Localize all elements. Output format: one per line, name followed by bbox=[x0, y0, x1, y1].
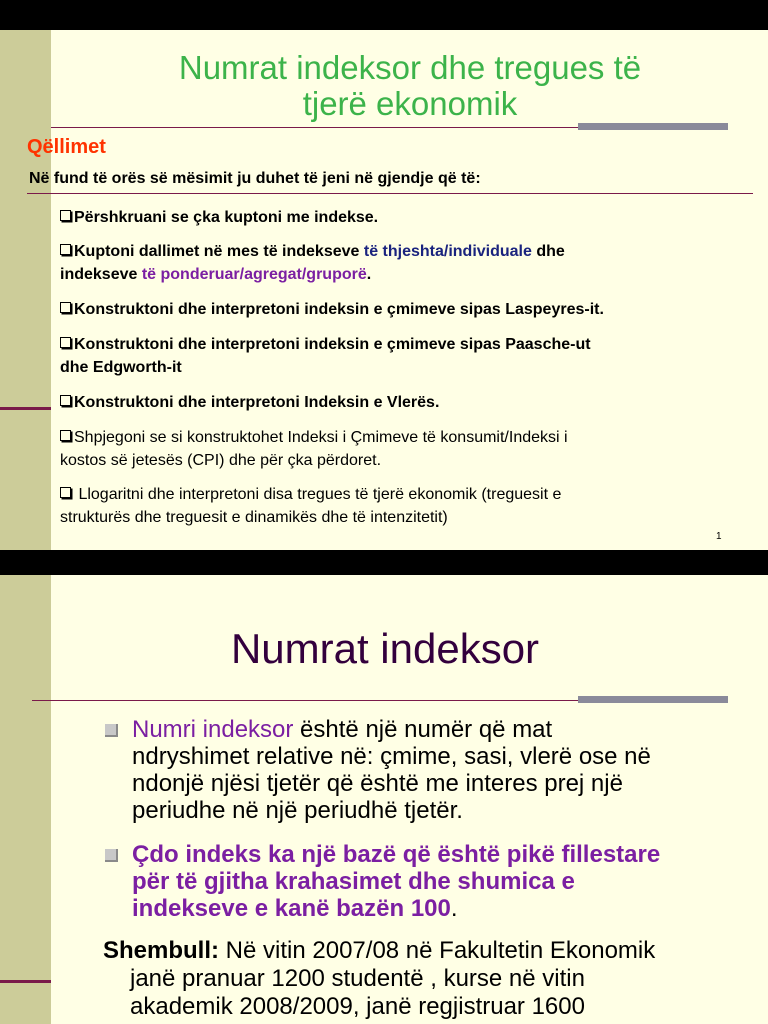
title-line-1: Numrat indeksor dhe tregues të bbox=[178, 49, 642, 86]
example-paragraph: Shembull: Në vitin 2007/08 në Fakultetin Ekonomik janë pranuar 1200 studentë , kurse në vitin akademik 2008/2009, janë regjistruar 1600 bbox=[103, 937, 656, 1020]
title-underline bbox=[32, 700, 578, 701]
title-accent-bar bbox=[578, 123, 728, 130]
goal-item-2: Kuptoni dallimet në mes të indekseve të thjeshta/individuale dhe indekseve të ponderuar/agregat/gruporë. bbox=[60, 243, 565, 283]
page-number: 1 bbox=[716, 531, 722, 542]
example-label: Shembull: bbox=[103, 937, 220, 964]
term-index-number: Numri indeksor bbox=[132, 716, 294, 743]
slide-title bbox=[60, 50, 760, 122]
goal-item-4: Konstruktoni dhe interpretoni indeksin e çmimeve sipas Paasche-ut dhe Edgworth-it bbox=[60, 336, 591, 376]
slide-sidebar bbox=[0, 575, 51, 1024]
intro-underline bbox=[27, 193, 753, 194]
checkbox-icon bbox=[60, 395, 71, 406]
sidebar-accent-line bbox=[0, 980, 51, 983]
goals-intro: Në fund të orës së mësimit ju duhet të jeni në gjendje që të: bbox=[29, 170, 481, 187]
title-accent-bar bbox=[578, 696, 728, 703]
title-line-2: tjerë ekonomik bbox=[302, 85, 518, 122]
checkbox-icon bbox=[60, 210, 71, 221]
sidebar-accent-line bbox=[0, 407, 51, 410]
slide-title: Numrat indeksor bbox=[230, 625, 540, 672]
term-weighted-indices: të ponderuar/agregat/gruporë bbox=[141, 266, 367, 283]
goal-item-3: Konstruktoni dhe interpretoni indeksin e çmimeve sipas Laspeyres-it. bbox=[60, 298, 740, 321]
goal-item-6: Shpjegoni se si konstruktohet Indeksi i Çmimeve të konsumit/Indeksi i kostos së jetesës (CPI) dhe për çka përdoret. bbox=[60, 429, 568, 469]
title-underline bbox=[51, 127, 578, 128]
bullet-square-icon bbox=[105, 724, 118, 737]
goal-item-7: Llogaritni dhe interpretoni disa tregues të tjerë ekonomik (treguesit e strukturës dhe treguesit e dinamikës dhe të intenzitetit) bbox=[60, 486, 562, 526]
checkbox-icon bbox=[60, 430, 71, 441]
goal-item-1: Përshkruani se çka kuptoni me indekse. bbox=[60, 206, 740, 229]
bullet-definition: Numri indeksor është një numër që mat ndryshimet relative në: çmime, sasi, vlerë ose në ndonjë njësi tjetër që është me interes prej një periudhe në një periudhë tjetër. bbox=[106, 716, 746, 824]
slide-1 bbox=[0, 30, 768, 550]
checkbox-icon bbox=[60, 302, 71, 313]
slide-2 bbox=[0, 575, 768, 1024]
term-simple-indices: të thjeshta/individuale bbox=[363, 243, 532, 260]
checkbox-icon bbox=[60, 487, 71, 498]
goal-item-5: Konstruktoni dhe interpretoni Indeksin e Vlerës. bbox=[60, 391, 740, 414]
bullet-square-icon bbox=[105, 849, 118, 862]
bullet-base: Çdo indeks ka një bazë që është pikë fillestare për të gjitha krahasimet dhe shumica e indekseve e kanë bazën 100. bbox=[106, 841, 746, 922]
checkbox-icon bbox=[60, 244, 71, 255]
goals-heading: Qëllimet bbox=[27, 136, 106, 158]
checkbox-icon bbox=[60, 337, 71, 348]
slide-sidebar bbox=[0, 30, 51, 550]
